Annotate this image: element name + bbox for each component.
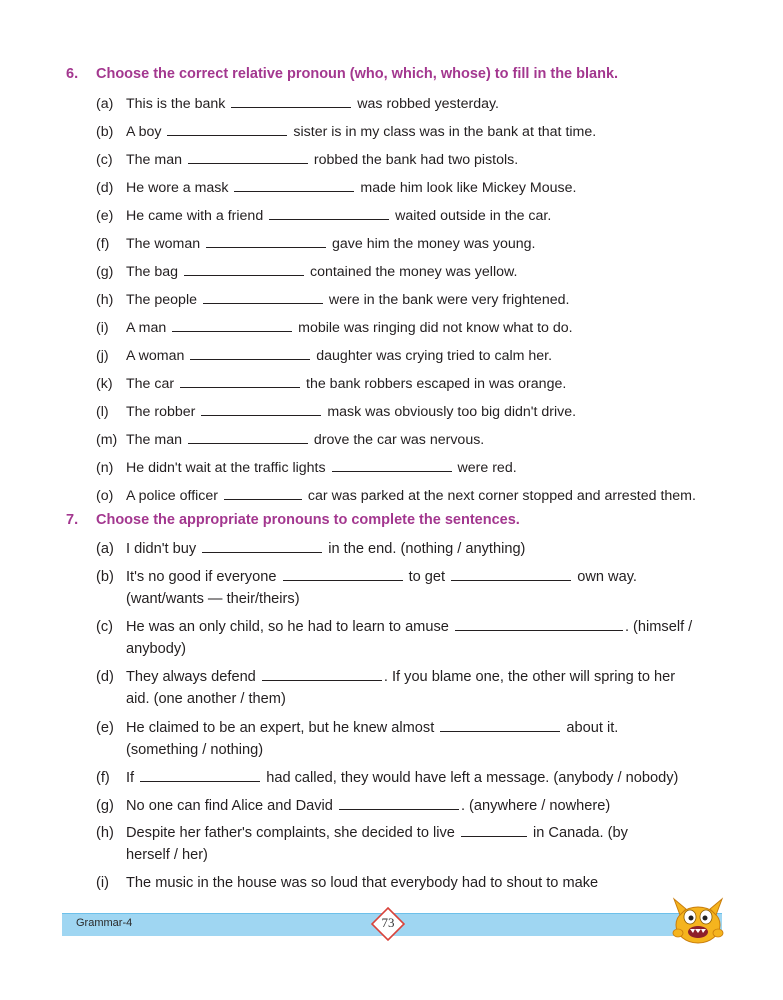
answer-blank[interactable] bbox=[262, 679, 382, 681]
item-text: . If you blame one, the other will spring to her bbox=[383, 669, 676, 685]
question-7-heading bbox=[66, 512, 520, 528]
item-label: (b) bbox=[96, 569, 114, 585]
q6-item bbox=[96, 122, 596, 143]
q7-item-i bbox=[96, 873, 598, 894]
monster-mascot-icon bbox=[668, 893, 728, 945]
item-text: were red. bbox=[457, 460, 517, 476]
answer-blank[interactable] bbox=[203, 302, 323, 304]
item-text: car was parked at the next corner stopped and arrested them. bbox=[307, 488, 696, 504]
item-text: The music in the house was so loud that everybody had to shout to make bbox=[126, 875, 599, 891]
q6-item bbox=[96, 374, 566, 395]
question-text: Choose the appropriate pronouns to complete the sentences. bbox=[96, 512, 520, 528]
item-text: It's no good if everyone bbox=[126, 569, 277, 585]
item-text: robbed the bank had two pistols. bbox=[313, 152, 519, 168]
item-text: A boy bbox=[126, 124, 162, 140]
item-text: in Canada. (by bbox=[533, 825, 628, 841]
q7-item-e-continuation: (something / nothing) bbox=[126, 742, 264, 758]
answer-blank[interactable] bbox=[224, 498, 302, 500]
item-label: (e) bbox=[96, 720, 114, 736]
item-label: (f) bbox=[96, 770, 110, 786]
answer-blank[interactable] bbox=[172, 330, 292, 332]
item-text: He was an only child, so he had to learn to amuse bbox=[126, 619, 449, 635]
answer-blank[interactable] bbox=[461, 835, 527, 837]
answer-blank[interactable] bbox=[283, 579, 403, 581]
item-text: This is the bank bbox=[126, 96, 226, 112]
item-label: (c) bbox=[96, 619, 114, 635]
item-text: The bag bbox=[126, 264, 179, 280]
item-text: A woman bbox=[126, 348, 185, 364]
item-label: (c) bbox=[96, 152, 113, 168]
q6-item bbox=[96, 150, 518, 171]
q6-item bbox=[96, 346, 552, 367]
item-label: (i) bbox=[96, 875, 109, 891]
q6-item bbox=[96, 402, 576, 423]
q7-item-f bbox=[96, 768, 678, 789]
question-text: Choose the correct relative pronoun (who, which, whose) to fill in the blank. bbox=[96, 66, 619, 82]
item-text: gave him the money was young. bbox=[332, 236, 536, 252]
answer-blank[interactable] bbox=[339, 808, 459, 810]
q7-item-c-continuation: anybody) bbox=[126, 641, 187, 657]
answer-blank[interactable] bbox=[231, 106, 351, 108]
question-number: 6. bbox=[66, 66, 79, 82]
item-text: A police officer bbox=[126, 488, 219, 504]
answer-blank[interactable] bbox=[206, 246, 326, 248]
item-text: He claimed to be an expert, but he knew almost bbox=[126, 720, 435, 736]
answer-blank[interactable] bbox=[140, 780, 260, 782]
q7-item-a bbox=[96, 539, 525, 560]
item-text: No one can find Alice and David bbox=[126, 798, 333, 814]
item-label: (h) bbox=[96, 292, 114, 308]
item-text: . (anywhere / nowhere) bbox=[460, 798, 611, 814]
q7-item-h-continuation: herself / her) bbox=[126, 847, 208, 863]
q7-item-b-continuation: (want/wants — their/theirs) bbox=[126, 591, 300, 607]
item-label: (m) bbox=[96, 432, 118, 448]
item-text: Despite her father's complaints, she decided to live bbox=[126, 825, 455, 841]
q7-item-d bbox=[96, 667, 675, 688]
item-text: The car bbox=[126, 376, 175, 392]
q6-item bbox=[96, 290, 569, 311]
q7-item-e bbox=[96, 718, 618, 739]
page-number: 73 bbox=[381, 915, 395, 930]
q6-item bbox=[96, 430, 484, 451]
q7-item-c bbox=[96, 617, 692, 638]
item-label: (a) bbox=[96, 96, 114, 112]
item-label: (f) bbox=[96, 236, 110, 252]
item-text: sister is in my class was in the bank at that time. bbox=[293, 124, 597, 140]
item-text: He didn't wait at the traffic lights bbox=[126, 460, 326, 476]
item-text: had called, they would have left a message. (anybody / nobody) bbox=[266, 770, 679, 786]
item-text: was robbed yesterday. bbox=[357, 96, 499, 112]
item-text: in the end. (nothing / anything) bbox=[328, 541, 526, 557]
item-text: mask was obviously too big didn't drive. bbox=[327, 404, 577, 420]
answer-blank[interactable] bbox=[167, 134, 287, 136]
item-text: were in the bank were very frightened. bbox=[328, 292, 570, 308]
item-label: (i) bbox=[96, 320, 109, 336]
question-number: 7. bbox=[66, 512, 79, 528]
item-text: contained the money was yellow. bbox=[309, 264, 518, 280]
item-label: (b) bbox=[96, 124, 114, 140]
item-text: mobile was ringing did not know what to do. bbox=[298, 320, 573, 336]
q7-item-g bbox=[96, 796, 610, 817]
answer-blank[interactable] bbox=[201, 414, 321, 416]
item-text: A man bbox=[126, 320, 167, 336]
item-label: (o) bbox=[96, 488, 114, 504]
item-label: (l) bbox=[96, 404, 109, 420]
answer-blank[interactable] bbox=[190, 358, 310, 360]
item-text: He came with a friend bbox=[126, 208, 264, 224]
q6-item bbox=[96, 234, 536, 255]
item-text: The man bbox=[126, 152, 182, 168]
item-text: about it. bbox=[566, 720, 619, 736]
item-text: The robber bbox=[126, 404, 196, 420]
q6-item bbox=[96, 458, 517, 479]
item-text: The man bbox=[126, 432, 182, 448]
q6-item bbox=[96, 178, 576, 199]
item-label: (g) bbox=[96, 798, 114, 814]
answer-blank[interactable] bbox=[440, 730, 560, 732]
q6-item bbox=[96, 206, 551, 227]
item-text: I didn't buy bbox=[126, 541, 197, 557]
q7-item-h bbox=[96, 823, 628, 844]
answer-blank[interactable] bbox=[455, 629, 623, 631]
q6-item bbox=[96, 486, 696, 507]
item-text: own way. bbox=[577, 569, 637, 585]
item-label: (a) bbox=[96, 541, 114, 557]
q6-item bbox=[96, 318, 573, 339]
item-text: . (himself / bbox=[624, 619, 693, 635]
answer-blank[interactable] bbox=[202, 551, 322, 553]
item-label: (h) bbox=[96, 825, 114, 841]
question-6-heading bbox=[66, 66, 618, 82]
item-text: made him look like Mickey Mouse. bbox=[360, 180, 577, 196]
footer-book-title: Grammar-4 bbox=[76, 917, 133, 929]
item-text: daughter was crying tried to calm her. bbox=[316, 348, 553, 364]
answer-blank[interactable] bbox=[180, 386, 300, 388]
answer-blank[interactable] bbox=[184, 274, 304, 276]
answer-blank[interactable] bbox=[188, 162, 308, 164]
item-text: waited outside in the car. bbox=[395, 208, 552, 224]
item-text: If bbox=[126, 770, 135, 786]
item-text: They always defend bbox=[126, 669, 256, 685]
q7-item-b bbox=[96, 567, 637, 588]
item-label: (e) bbox=[96, 208, 114, 224]
item-label: (d) bbox=[96, 669, 114, 685]
item-text: drove the car was nervous. bbox=[313, 432, 485, 448]
q7-item-d-continuation: aid. (one another / them) bbox=[126, 691, 286, 707]
item-label: (j) bbox=[96, 348, 109, 364]
item-label: (g) bbox=[96, 264, 114, 280]
item-label: (d) bbox=[96, 180, 114, 196]
answer-blank[interactable] bbox=[234, 190, 354, 192]
item-text: to get bbox=[408, 569, 446, 585]
item-text: The woman bbox=[126, 236, 201, 252]
item-text: He wore a mask bbox=[126, 180, 229, 196]
answer-blank[interactable] bbox=[451, 579, 571, 581]
item-label: (n) bbox=[96, 460, 114, 476]
q6-item bbox=[96, 94, 499, 115]
item-label: (k) bbox=[96, 376, 113, 392]
answer-blank[interactable] bbox=[188, 442, 308, 444]
item-text: The people bbox=[126, 292, 197, 308]
answer-blank[interactable] bbox=[269, 218, 389, 220]
q6-item bbox=[96, 262, 517, 283]
answer-blank[interactable] bbox=[332, 470, 452, 472]
item-text: the bank robbers escaped in was orange. bbox=[306, 376, 567, 392]
